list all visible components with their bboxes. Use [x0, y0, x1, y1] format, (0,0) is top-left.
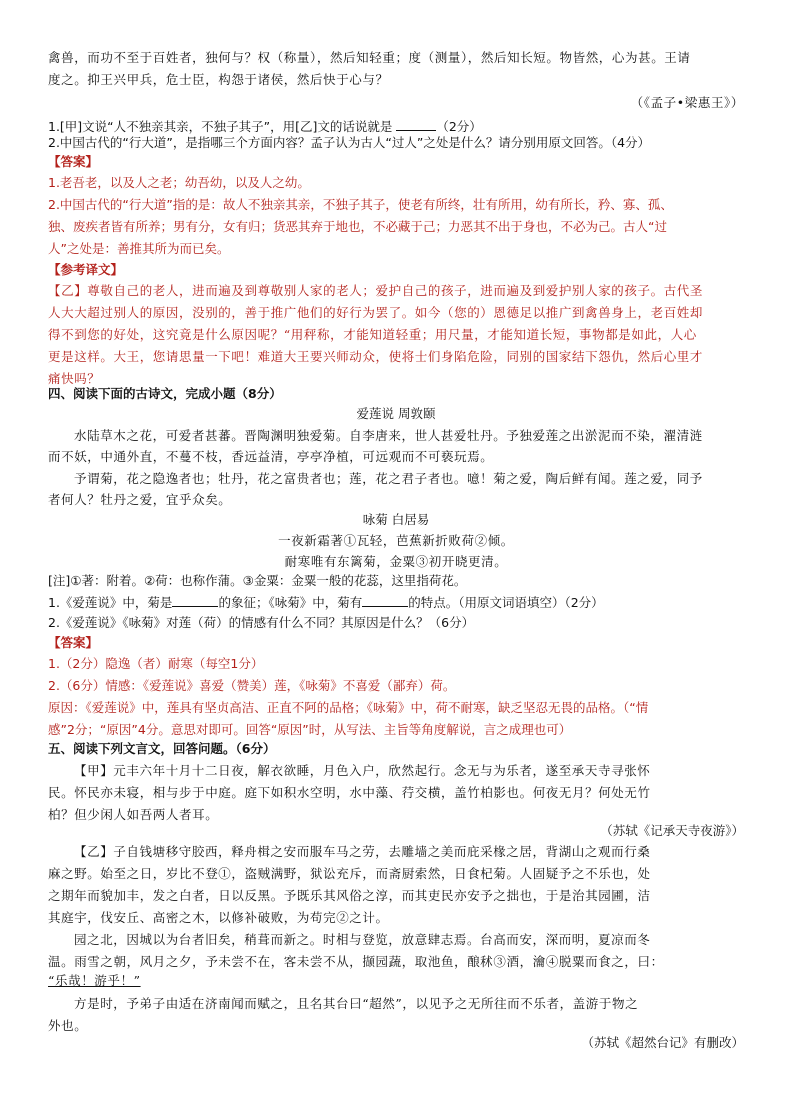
answer-line: 1.（2分）隐逸（者）耐寒（每空1分）	[48, 656, 264, 671]
answer-line: 1.老吾老，以及人之老；幼吾幼，以及人之幼。	[48, 175, 310, 190]
section-heading: 四、阅读下面的古诗文，完成小题（8分）	[48, 386, 282, 401]
text-line: 而不妖，中通外直，不蔓不枝，香远益清，亭亭净植，可远观而不可亵玩焉。	[48, 449, 494, 464]
text-line: 麻之野。始至之日，岁比不登①，盗贼满野，狱讼充斥，而斋厨索然，日食杞菊。人固疑予之不乐也，处	[48, 866, 651, 881]
text-line: 度之。抑王兴甲兵，危士臣，构怨于诸侯，然后快于心与？	[48, 72, 389, 87]
text-line: 外也。	[48, 1018, 88, 1033]
question-1: 1.[甲]文说“人不独亲其亲，不独子其子”，用[乙]文的话说就是 （2分）	[48, 119, 482, 134]
annotation: [注]①著：附着。②荷：也称作蒲。③金粟：金粟一般的花蕊，这里指荷花。	[48, 573, 467, 588]
question-2: 2.《爱莲说》《咏菊》对莲（荷）的情感有什么不同？其原因是什么？（6分）	[48, 615, 475, 630]
poem-title: 爱莲说 周敦颐	[356, 406, 436, 421]
source-citation: （苏轼《超然台记》有删改）	[581, 1035, 744, 1050]
text-line: 柏？但少闲人如吾两人者耳。	[48, 807, 219, 822]
source-citation: （《孟子•梁惠王》）	[630, 95, 744, 110]
translation-line: 痛快吗？	[48, 371, 101, 386]
question-2: 2.中国古代的“行大道”，是指哪三个方面内容？孟子认为古人“过人”之处是什么？请分别用原文回答。（4分）	[48, 135, 651, 150]
poem-line: 耐寒唯有东篱菊，金粟③初开晓更清。	[284, 554, 508, 569]
text-line: 方是时，予弟子由适在济南闻而赋之，且名其台曰“超然”，以见予之无所往而不乐者，盖游于物之	[74, 996, 639, 1011]
poem-line: 一夜新霜著①瓦轻，芭蕉新折败荷②倾。	[278, 533, 514, 548]
text-line: 予谓菊，花之隐逸者也；牡丹，花之富贵者也；莲，花之君子者也。噫！菊之爱，陶后鲜有闻。莲之爱，同予	[74, 471, 703, 486]
text-line: 之期年而貌加丰，发之白者，日以反黑。予既乐其风俗之淳，而其吏民亦安予之拙也，于是治其园圃，洁	[48, 888, 651, 903]
answer-line: 感”2分；“原因”4分。意思对即可。回答“原因”时，从写法、主旨等角度解说，言之成理也可）	[48, 722, 572, 737]
source-citation: （苏轼《记承天寺夜游》）	[600, 823, 744, 838]
answer-blank	[362, 594, 408, 607]
text-line: 水陆草木之花，可爱者甚蕃。晋陶渊明独爱菊。自李唐来，世人甚爱牡丹。予独爱莲之出淤泥而不染，濯清涟	[74, 428, 703, 443]
text-line: 禽兽，而功不至于百姓者，独何与？权（称量），然后知轻重；度（测量），然后知长短。物皆然，心为甚。王请	[48, 50, 691, 65]
text-line: 民。怀民亦未寝，相与步于中庭。庭下如积水空明，水中藻、荇交横，盖竹柏影也。何夜无月？何处无竹	[48, 785, 651, 800]
translation-line: 【乙】尊敬自己的老人，进而遍及到尊敬别人家的老人；爱护自己的孩子，进而遍及到爱护别人家的孩子。古代圣	[48, 283, 704, 298]
answer-line: 人”之处是：善推其所为而已矣。	[48, 241, 230, 256]
answer-line: 独、废疾者皆有所养；男有分，女有归；货恶其弃于地也，不必藏于己；力恶其不出于身也，不必为己。古人“过	[48, 219, 667, 234]
text-line: 者何人？牡丹之爱，宜乎众矣。	[48, 492, 232, 507]
answer-heading: 【答案】	[48, 154, 99, 169]
answer-blank	[396, 118, 436, 131]
translation-line: 更是这样。大王，您请思量一下吧！难道大王要兴师动众，使将士们身陷危险，同别的国家结下怨仇，然后心里才	[48, 349, 704, 364]
poem-title: 咏菊 白居易	[362, 512, 430, 527]
section-heading: 五、阅读下列文言文，回答问题。（6分）	[48, 741, 276, 756]
text-line: 园之北，因城以为台者旧矣，稍葺而新之。时相与登览，放意肆志焉。台高而安，深而明，夏凉而冬	[74, 932, 651, 947]
text-line: “乐哉！游乎！”	[48, 973, 141, 988]
answer-line: 原因：《爱莲说》中，莲具有坚贞高洁、正直不阿的品格；《咏菊》中，荷不耐寒，缺乏坚忍无畏的品格。（“情	[48, 700, 649, 715]
answer-blank	[172, 594, 218, 607]
text-line: 温。雨雪之朝，风月之夕，予未尝不在，客未尝不从，撷园蔬，取池鱼，酿秫③酒，瀹④脱粟而食之，曰：	[48, 954, 664, 969]
text-line: 【甲】元丰六年十月十二日夜，解衣欲睡，月色入户，欣然起行。念无与为乐者，遂至承天寺寻张怀	[74, 763, 651, 778]
answer-line: 2.（6分）情感：《爱莲说》喜爱（赞美）莲，《咏菊》不喜爱（鄙弃）荷。	[48, 678, 456, 693]
answer-line: 2.中国古代的“行大道”指的是：故人不独亲其亲，不独子其子，使老有所终，壮有所用，幼有所长，矜、寡、孤、	[48, 197, 673, 212]
text-line: 【乙】子自钱塘移守胶西，释舟楫之安而服车马之劳，去雕墙之美而庇采椽之居，背湖山之观而行桑	[74, 844, 651, 859]
translation-line: 人大大超过别人的原因，没别的，善于推广他们的好行为罢了。如今（您的）恩德足以推广到禽兽身上，老百姓却	[48, 305, 704, 320]
text-line: 其庭宇，伐安丘、高密之木，以修补破败，为苟完②之计。	[48, 910, 389, 925]
translation-line: 得不到您的好处，这究竟是什么原因呢？“用秤称，才能知道轻重；用尺量，才能知道长短，事物都是如此，人心	[48, 327, 697, 342]
translation-heading: 【参考译文】	[48, 262, 124, 277]
question-1: 1.《爱莲说》中，菊是 的象征；《咏菊》中，菊有 的特点。（用原文词语填空）（2分）	[48, 595, 604, 610]
answer-heading: 【答案】	[48, 635, 99, 650]
